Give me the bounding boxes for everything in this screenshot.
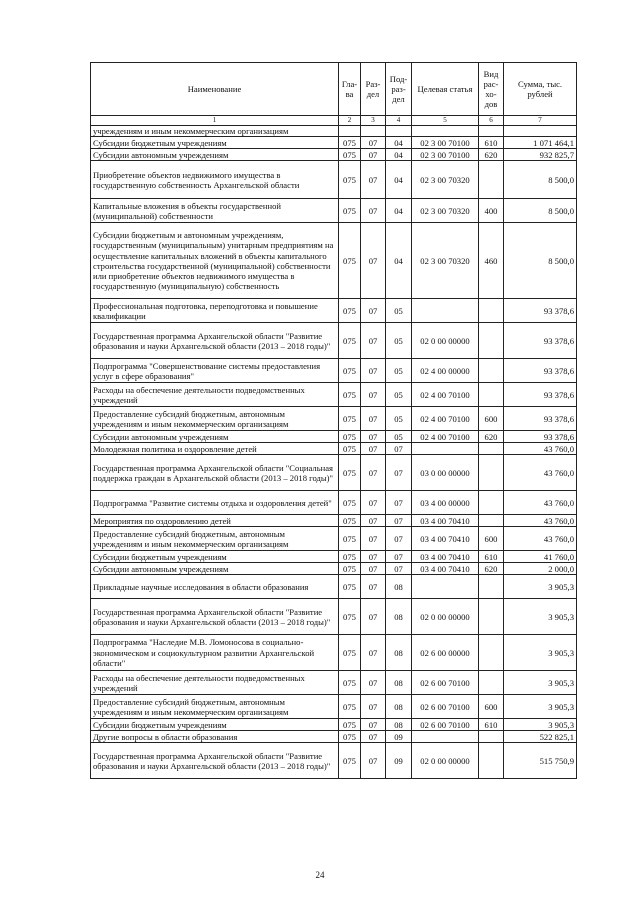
row-razdel: 07 xyxy=(361,299,386,323)
row-expense-type: 610 xyxy=(479,137,504,149)
row-glava: 075 xyxy=(339,299,361,323)
row-glava: 075 xyxy=(339,161,361,199)
row-amount: 3 905,3 xyxy=(504,575,577,599)
row-amount: 93 378,6 xyxy=(504,383,577,407)
row-podrazdel: 09 xyxy=(386,743,412,779)
row-name: Мероприятия по оздоровлению детей xyxy=(91,515,339,527)
row-name: Государственная программа Архангельской области "Развитие образования и науки Архангельской области (2013 – 2018 годы)" xyxy=(91,599,339,635)
row-target-article: 02 4 00 70100 xyxy=(412,383,479,407)
row-glava: 075 xyxy=(339,223,361,299)
row-name: Предоставление субсидий бюджетным, автономным учреждениям и иным некоммерческим организациям xyxy=(91,407,339,431)
row-name: Приобретение объектов недвижимого имущества в государственную собственность Архангельской области xyxy=(91,161,339,199)
row-podrazdel: 05 xyxy=(386,323,412,359)
row-razdel: 07 xyxy=(361,137,386,149)
row-glava: 075 xyxy=(339,199,361,223)
row-razdel: 07 xyxy=(361,719,386,731)
table-row xyxy=(91,431,577,443)
column-number: 2 xyxy=(339,116,361,126)
row-name: Другие вопросы в области образования xyxy=(91,731,339,743)
row-glava: 075 xyxy=(339,575,361,599)
row-razdel: 07 xyxy=(361,443,386,455)
document-page xyxy=(90,62,576,779)
row-razdel: 07 xyxy=(361,527,386,551)
table-row xyxy=(91,323,577,359)
row-razdel: 07 xyxy=(361,455,386,491)
row-target-article: 02 6 00 00000 xyxy=(412,635,479,671)
row-glava: 075 xyxy=(339,149,361,161)
row-expense-type xyxy=(479,743,504,779)
row-expense-type: 610 xyxy=(479,719,504,731)
table-row xyxy=(91,527,577,551)
row-target-article: 03 4 00 70410 xyxy=(412,515,479,527)
row-target-article: 03 4 00 00000 xyxy=(412,491,479,515)
table-row xyxy=(91,695,577,719)
table-header-row xyxy=(91,63,577,116)
table-row xyxy=(91,743,577,779)
row-amount: 1 071 464,1 xyxy=(504,137,577,149)
row-amount: 3 905,3 xyxy=(504,695,577,719)
row-podrazdel xyxy=(386,126,412,137)
budget-table xyxy=(90,62,577,779)
row-glava: 075 xyxy=(339,137,361,149)
table-row xyxy=(91,126,577,137)
row-glava: 075 xyxy=(339,527,361,551)
row-amount: 522 825,1 xyxy=(504,731,577,743)
row-expense-type xyxy=(479,383,504,407)
row-target-article xyxy=(412,443,479,455)
column-number: 5 xyxy=(412,116,479,126)
row-razdel: 07 xyxy=(361,407,386,431)
row-target-article: 02 0 00 00000 xyxy=(412,743,479,779)
row-podrazdel: 04 xyxy=(386,223,412,299)
row-glava: 075 xyxy=(339,431,361,443)
header-podrazdel: Под-раз-дел xyxy=(386,63,412,116)
column-number: 1 xyxy=(91,116,339,126)
row-podrazdel: 04 xyxy=(386,149,412,161)
row-amount: 3 905,3 xyxy=(504,719,577,731)
header-vid: Вид рас-хо-дов xyxy=(479,63,504,116)
row-target-article: 02 0 00 00000 xyxy=(412,323,479,359)
row-razdel: 07 xyxy=(361,431,386,443)
row-expense-type xyxy=(479,299,504,323)
row-amount: 515 750,9 xyxy=(504,743,577,779)
row-expense-type xyxy=(479,161,504,199)
row-razdel: 07 xyxy=(361,731,386,743)
row-amount: 43 760,0 xyxy=(504,443,577,455)
row-glava: 075 xyxy=(339,635,361,671)
row-amount: 41 760,0 xyxy=(504,551,577,563)
row-glava: 075 xyxy=(339,443,361,455)
table-row xyxy=(91,719,577,731)
row-podrazdel: 08 xyxy=(386,635,412,671)
row-expense-type xyxy=(479,443,504,455)
table-row xyxy=(91,515,577,527)
row-podrazdel: 05 xyxy=(386,299,412,323)
table-row xyxy=(91,455,577,491)
row-razdel: 07 xyxy=(361,199,386,223)
header-razdel: Раз-дел xyxy=(361,63,386,116)
row-podrazdel: 05 xyxy=(386,383,412,407)
row-glava: 075 xyxy=(339,599,361,635)
table-row xyxy=(91,575,577,599)
row-amount: 8 500,0 xyxy=(504,223,577,299)
row-name: Подпрограмма "Совершенствование системы предоставления услуг в сфере образования" xyxy=(91,359,339,383)
row-expense-type: 400 xyxy=(479,199,504,223)
row-podrazdel: 08 xyxy=(386,695,412,719)
row-expense-type: 600 xyxy=(479,407,504,431)
row-glava: 075 xyxy=(339,455,361,491)
row-target-article xyxy=(412,731,479,743)
page-number: 24 xyxy=(315,870,325,880)
row-name: Субсидии автономным учреждениям xyxy=(91,563,339,575)
row-name: Молодежная политика и оздоровление детей xyxy=(91,443,339,455)
row-razdel: 07 xyxy=(361,223,386,299)
row-amount: 3 905,3 xyxy=(504,599,577,635)
row-name: Предоставление субсидий бюджетным, автономным учреждениям и иным некоммерческим организациям xyxy=(91,695,339,719)
table-row xyxy=(91,563,577,575)
row-expense-type xyxy=(479,599,504,635)
row-podrazdel: 07 xyxy=(386,551,412,563)
row-name: Подпрограмма "Развитие системы отдыха и оздоровления детей" xyxy=(91,491,339,515)
row-target-article: 02 3 00 70100 xyxy=(412,149,479,161)
row-podrazdel: 08 xyxy=(386,719,412,731)
table-row xyxy=(91,491,577,515)
row-name: Подпрограмма "Наследие М.В. Ломоносова в социально-экономическом и социокультурном развитии Архангельской области" xyxy=(91,635,339,671)
row-name: Субсидии бюджетным учреждениям xyxy=(91,719,339,731)
row-podrazdel: 07 xyxy=(386,515,412,527)
table-row xyxy=(91,299,577,323)
row-amount: 43 760,0 xyxy=(504,491,577,515)
row-amount: 93 378,6 xyxy=(504,323,577,359)
row-expense-type xyxy=(479,671,504,695)
row-name: Субсидии бюджетным учреждениям xyxy=(91,551,339,563)
row-razdel: 07 xyxy=(361,575,386,599)
row-razdel: 07 xyxy=(361,635,386,671)
row-razdel: 07 xyxy=(361,515,386,527)
row-name: Субсидии бюджетным и автономным учреждениям, государственным (муниципальным) унитарным предприятиям на осуществление капитальных вложений в объекты капитального строительства государственной (муниципальной) собственности или приобретение объектов недвижимого имущества в государственную (муниципальную) собственность xyxy=(91,223,339,299)
row-name: Профессиональная подготовка, переподготовка и повышение квалификации xyxy=(91,299,339,323)
row-target-article: 03 0 00 00000 xyxy=(412,455,479,491)
row-podrazdel: 07 xyxy=(386,563,412,575)
row-name: учреждениям и иным некоммерческим организациям xyxy=(91,126,339,137)
column-number: 3 xyxy=(361,116,386,126)
row-glava: 075 xyxy=(339,407,361,431)
row-name: Прикладные научные исследования в области образования xyxy=(91,575,339,599)
row-amount xyxy=(504,126,577,137)
row-razdel: 07 xyxy=(361,359,386,383)
row-podrazdel: 07 xyxy=(386,443,412,455)
row-expense-type: 620 xyxy=(479,563,504,575)
row-glava: 075 xyxy=(339,695,361,719)
row-amount: 3 905,3 xyxy=(504,671,577,695)
row-name: Субсидии бюджетным учреждениям xyxy=(91,137,339,149)
row-expense-type xyxy=(479,635,504,671)
table-row xyxy=(91,137,577,149)
row-glava xyxy=(339,126,361,137)
row-glava: 075 xyxy=(339,743,361,779)
row-expense-type: 600 xyxy=(479,695,504,719)
row-podrazdel: 08 xyxy=(386,671,412,695)
row-podrazdel: 05 xyxy=(386,407,412,431)
row-podrazdel: 08 xyxy=(386,599,412,635)
row-amount: 3 905,3 xyxy=(504,635,577,671)
row-target-article: 02 3 00 70320 xyxy=(412,199,479,223)
row-target-article: 02 6 00 70100 xyxy=(412,695,479,719)
table-row xyxy=(91,731,577,743)
table-row xyxy=(91,383,577,407)
row-glava: 075 xyxy=(339,323,361,359)
column-number-row xyxy=(91,116,577,126)
row-glava: 075 xyxy=(339,563,361,575)
row-glava: 075 xyxy=(339,383,361,407)
row-amount: 93 378,6 xyxy=(504,299,577,323)
row-amount: 43 760,0 xyxy=(504,515,577,527)
row-razdel: 07 xyxy=(361,563,386,575)
row-expense-type xyxy=(479,515,504,527)
table-row xyxy=(91,671,577,695)
row-expense-type: 620 xyxy=(479,431,504,443)
row-podrazdel: 04 xyxy=(386,199,412,223)
header-glava: Гла-ва xyxy=(339,63,361,116)
row-amount: 93 378,6 xyxy=(504,431,577,443)
row-podrazdel: 04 xyxy=(386,161,412,199)
row-name: Субсидии автономным учреждениям xyxy=(91,431,339,443)
row-name: Государственная программа Архангельской области "Развитие образования и науки Архангельской области (2013 – 2018 годы)" xyxy=(91,323,339,359)
row-target-article: 02 0 00 00000 xyxy=(412,599,479,635)
table-row xyxy=(91,635,577,671)
row-podrazdel: 05 xyxy=(386,431,412,443)
row-target-article: 02 3 00 70100 xyxy=(412,137,479,149)
row-glava: 075 xyxy=(339,719,361,731)
row-expense-type xyxy=(479,731,504,743)
row-glava: 075 xyxy=(339,671,361,695)
row-name: Предоставление субсидий бюджетным, автономным учреждениям и иным некоммерческим организациям xyxy=(91,527,339,551)
row-target-article: 02 4 00 00000 xyxy=(412,359,479,383)
row-razdel xyxy=(361,126,386,137)
row-podrazdel: 07 xyxy=(386,527,412,551)
row-name: Капитальные вложения в объекты государственной (муниципальной) собственности xyxy=(91,199,339,223)
row-amount: 93 378,6 xyxy=(504,407,577,431)
table-row xyxy=(91,551,577,563)
row-target-article xyxy=(412,575,479,599)
row-razdel: 07 xyxy=(361,695,386,719)
header-name: Наименование xyxy=(91,63,339,116)
row-razdel: 07 xyxy=(361,743,386,779)
row-expense-type: 620 xyxy=(479,149,504,161)
row-target-article: 02 6 00 70100 xyxy=(412,719,479,731)
row-name: Субсидии автономным учреждениям xyxy=(91,149,339,161)
row-amount: 2 000,0 xyxy=(504,563,577,575)
row-target-article: 03 4 00 70410 xyxy=(412,563,479,575)
row-razdel: 07 xyxy=(361,161,386,199)
row-glava: 075 xyxy=(339,731,361,743)
row-razdel: 07 xyxy=(361,323,386,359)
table-row xyxy=(91,161,577,199)
row-target-article: 02 4 00 70100 xyxy=(412,431,479,443)
row-expense-type xyxy=(479,491,504,515)
row-target-article: 02 4 00 70100 xyxy=(412,407,479,431)
row-podrazdel: 09 xyxy=(386,731,412,743)
row-razdel: 07 xyxy=(361,491,386,515)
column-number: 7 xyxy=(504,116,577,126)
row-expense-type: 610 xyxy=(479,551,504,563)
row-podrazdel: 07 xyxy=(386,491,412,515)
row-amount: 43 760,0 xyxy=(504,527,577,551)
table-body xyxy=(91,126,577,779)
row-podrazdel: 07 xyxy=(386,455,412,491)
table-row xyxy=(91,149,577,161)
table-row xyxy=(91,443,577,455)
row-glava: 075 xyxy=(339,491,361,515)
row-razdel: 07 xyxy=(361,383,386,407)
row-expense-type: 460 xyxy=(479,223,504,299)
row-podrazdel: 05 xyxy=(386,359,412,383)
row-name: Расходы на обеспечение деятельности подведомственных учреждений xyxy=(91,383,339,407)
row-target-article: 03 4 00 70410 xyxy=(412,551,479,563)
column-number: 6 xyxy=(479,116,504,126)
row-name: Расходы на обеспечение деятельности подведомственных учреждений xyxy=(91,671,339,695)
row-target-article: 02 6 00 70100 xyxy=(412,671,479,695)
column-number: 4 xyxy=(386,116,412,126)
row-amount: 8 500,0 xyxy=(504,199,577,223)
row-amount: 93 378,6 xyxy=(504,359,577,383)
row-podrazdel: 04 xyxy=(386,137,412,149)
table-row xyxy=(91,407,577,431)
row-expense-type xyxy=(479,323,504,359)
row-glava: 075 xyxy=(339,515,361,527)
row-glava: 075 xyxy=(339,359,361,383)
row-expense-type xyxy=(479,126,504,137)
row-amount: 43 760,0 xyxy=(504,455,577,491)
row-target-article: 02 3 00 70320 xyxy=(412,161,479,199)
row-target-article: 03 4 00 70410 xyxy=(412,527,479,551)
table-row xyxy=(91,223,577,299)
row-glava: 075 xyxy=(339,551,361,563)
table-row xyxy=(91,359,577,383)
header-sum: Сумма, тыс. рублей xyxy=(504,63,577,116)
row-expense-type xyxy=(479,359,504,383)
row-target-article xyxy=(412,299,479,323)
row-razdel: 07 xyxy=(361,551,386,563)
row-name: Государственная программа Архангельской области "Развитие образования и науки Архангельской области (2013 – 2018 годы)" xyxy=(91,743,339,779)
table-row xyxy=(91,599,577,635)
row-expense-type xyxy=(479,575,504,599)
header-target: Целевая статья xyxy=(412,63,479,116)
row-amount: 8 500,0 xyxy=(504,161,577,199)
row-target-article: 02 3 00 70320 xyxy=(412,223,479,299)
row-target-article xyxy=(412,126,479,137)
row-amount: 932 825,7 xyxy=(504,149,577,161)
row-razdel: 07 xyxy=(361,671,386,695)
row-podrazdel: 08 xyxy=(386,575,412,599)
row-expense-type xyxy=(479,455,504,491)
row-razdel: 07 xyxy=(361,599,386,635)
row-expense-type: 600 xyxy=(479,527,504,551)
table-row xyxy=(91,199,577,223)
row-razdel: 07 xyxy=(361,149,386,161)
row-name: Государственная программа Архангельской области "Социальная поддержка граждан в Архангельской области (2013 – 2018 годы)" xyxy=(91,455,339,491)
